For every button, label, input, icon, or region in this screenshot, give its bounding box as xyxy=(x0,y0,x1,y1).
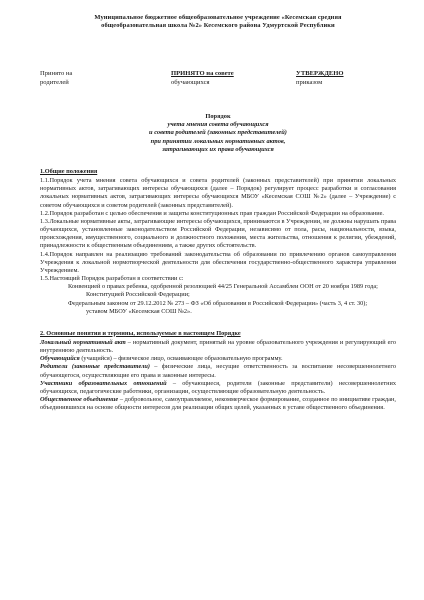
legal-basis-item: уставом МБОУ «Кесемская СОШ №2». xyxy=(86,307,192,315)
title-line-3: при принятии локальных нормативных актов, xyxy=(150,137,286,145)
paragraph-1-4: 1.4.Порядок направлен на реализацию требований законодательства об образовании по привлечению органов самоуправления Учреждения к локальной нормотворческой деятельности для обеспечения государственно-общественного характера управления Учреждением. xyxy=(40,250,396,274)
title-line-4: затрагивающих их права обучающихся xyxy=(162,145,274,153)
approval-director-line1: УТВЕРЖДЕНО xyxy=(296,70,344,77)
legal-basis-item: Конвенцией о правах ребенка, одобренной резолюцией 44/25 Генеральной Ассамблеи ООН от 20 ноября 1989 года; xyxy=(68,283,378,291)
approval-students-line1: ПРИНЯТО на совете xyxy=(171,70,234,77)
term-text: – добровольное, самоуправляемое, некоммерческое формирование, созданное по инициативе граждан, объединившихся на основе общности интересов для реализации общих целей, указанных в уставе общественного объединения. xyxy=(40,396,396,412)
term: Родители (законные представители) xyxy=(40,363,150,371)
approval-parents-line2: родителей xyxy=(40,78,69,86)
term-text: – нормативный документ, принятый на уровне образовательного учреждения и регулирующий его внутреннюю деятельность. xyxy=(40,338,396,355)
approval-block xyxy=(40,70,396,87)
section-2-heading: 2. Основные понятия и термины, используемые в настоящем Порядке xyxy=(40,329,241,337)
term: Участники образовательных отношений xyxy=(40,379,167,387)
term-definition xyxy=(40,380,396,396)
legal-basis-item: Федеральным законом от 29.12.2012 № 273 – ФЗ «Об образовании в Российской Федерации» (часть 3, 4 ст. 30); xyxy=(68,299,368,307)
paragraph-1-2: 1.2.Порядок разработан с целью обеспечения и защиты конституционных прав граждан Российской Федерации на образование. xyxy=(40,209,385,217)
approval-students-line2: обучающихся xyxy=(171,78,210,86)
approval-parents xyxy=(40,70,158,87)
title-line-2: и совета родителей (законных представителей) xyxy=(149,129,287,137)
term-definition xyxy=(40,363,396,379)
term-definition xyxy=(40,339,396,355)
approval-director-line2: приказом xyxy=(296,78,323,86)
paragraph-1-5: 1.5.Настоящий Порядок разработан в соответствии с: xyxy=(40,275,184,283)
section-1-heading: 1.Общие положения xyxy=(40,168,98,176)
title-line-1: учета мнения совета обучающихся xyxy=(167,121,269,129)
org-line-1: Муниципальное бюджетное общеобразовательное учреждение «Кесемская средняя xyxy=(94,14,342,21)
approval-students xyxy=(171,70,283,87)
term: Обучающийся xyxy=(40,355,80,363)
term: Локальный нормативный акт xyxy=(40,338,126,346)
section-terms xyxy=(40,330,396,413)
term-text: – обучающиеся, родители (законные представители) несовершеннолетних обучающихся, педагогические работники, организации, осуществляющие образовательную деятельность. xyxy=(40,379,396,395)
term-definition xyxy=(40,396,396,412)
organization-header xyxy=(40,14,396,30)
term-text: (учащийся) – физическое лицо, осваивающее образовательную программу. xyxy=(79,355,283,363)
title-line-0: Порядок xyxy=(205,113,231,120)
paragraph-1-3: 1.3.Локальные нормативные акты, затрагивающие интересы обучающихся, принимаются в Учреждении, не должны нарушать права обучающихся, установленные законодательством Российской Федерации, независимо от пола, расы, национальности, языка, происхождения, имущественного, социального и должностного положения, места жительства, отношения к религии, убеждений, принадлежности к общественным объединениям, а также других обстоятельств. xyxy=(40,217,396,250)
paragraph-1-1: 1.1.Порядок учета мнения совета обучающихся и совета родителей (законных представителей) при принятии локальных нормативных актов, затрагивающих интересы обучающихся (далее – Порядок) регулирует процесс разработки и согласования локальных нормативных актов, затрагивающих интересы обучающихся МБОУ «Кесемская СОШ №2» (далее – Учреждение) с советом обучающихся и советом родителей (законных представителей). xyxy=(40,177,396,209)
term-text: – физические лица, несущие ответственность за воспитание несовершеннолетнего обучающегося, осуществляющие его права и законные интересы. xyxy=(40,363,396,379)
section-general xyxy=(40,168,396,316)
approval-director xyxy=(296,70,396,87)
legal-basis-item: Конституцией Российской Федерации; xyxy=(86,291,190,299)
document-title xyxy=(40,113,396,154)
approval-parents-line1: Принято на xyxy=(40,70,73,77)
org-line-2: общеобразовательная школа №2» Кесемского района Удмуртской Республики xyxy=(101,22,335,29)
term-definition xyxy=(40,355,396,363)
term: Общественное объединение xyxy=(40,396,119,404)
